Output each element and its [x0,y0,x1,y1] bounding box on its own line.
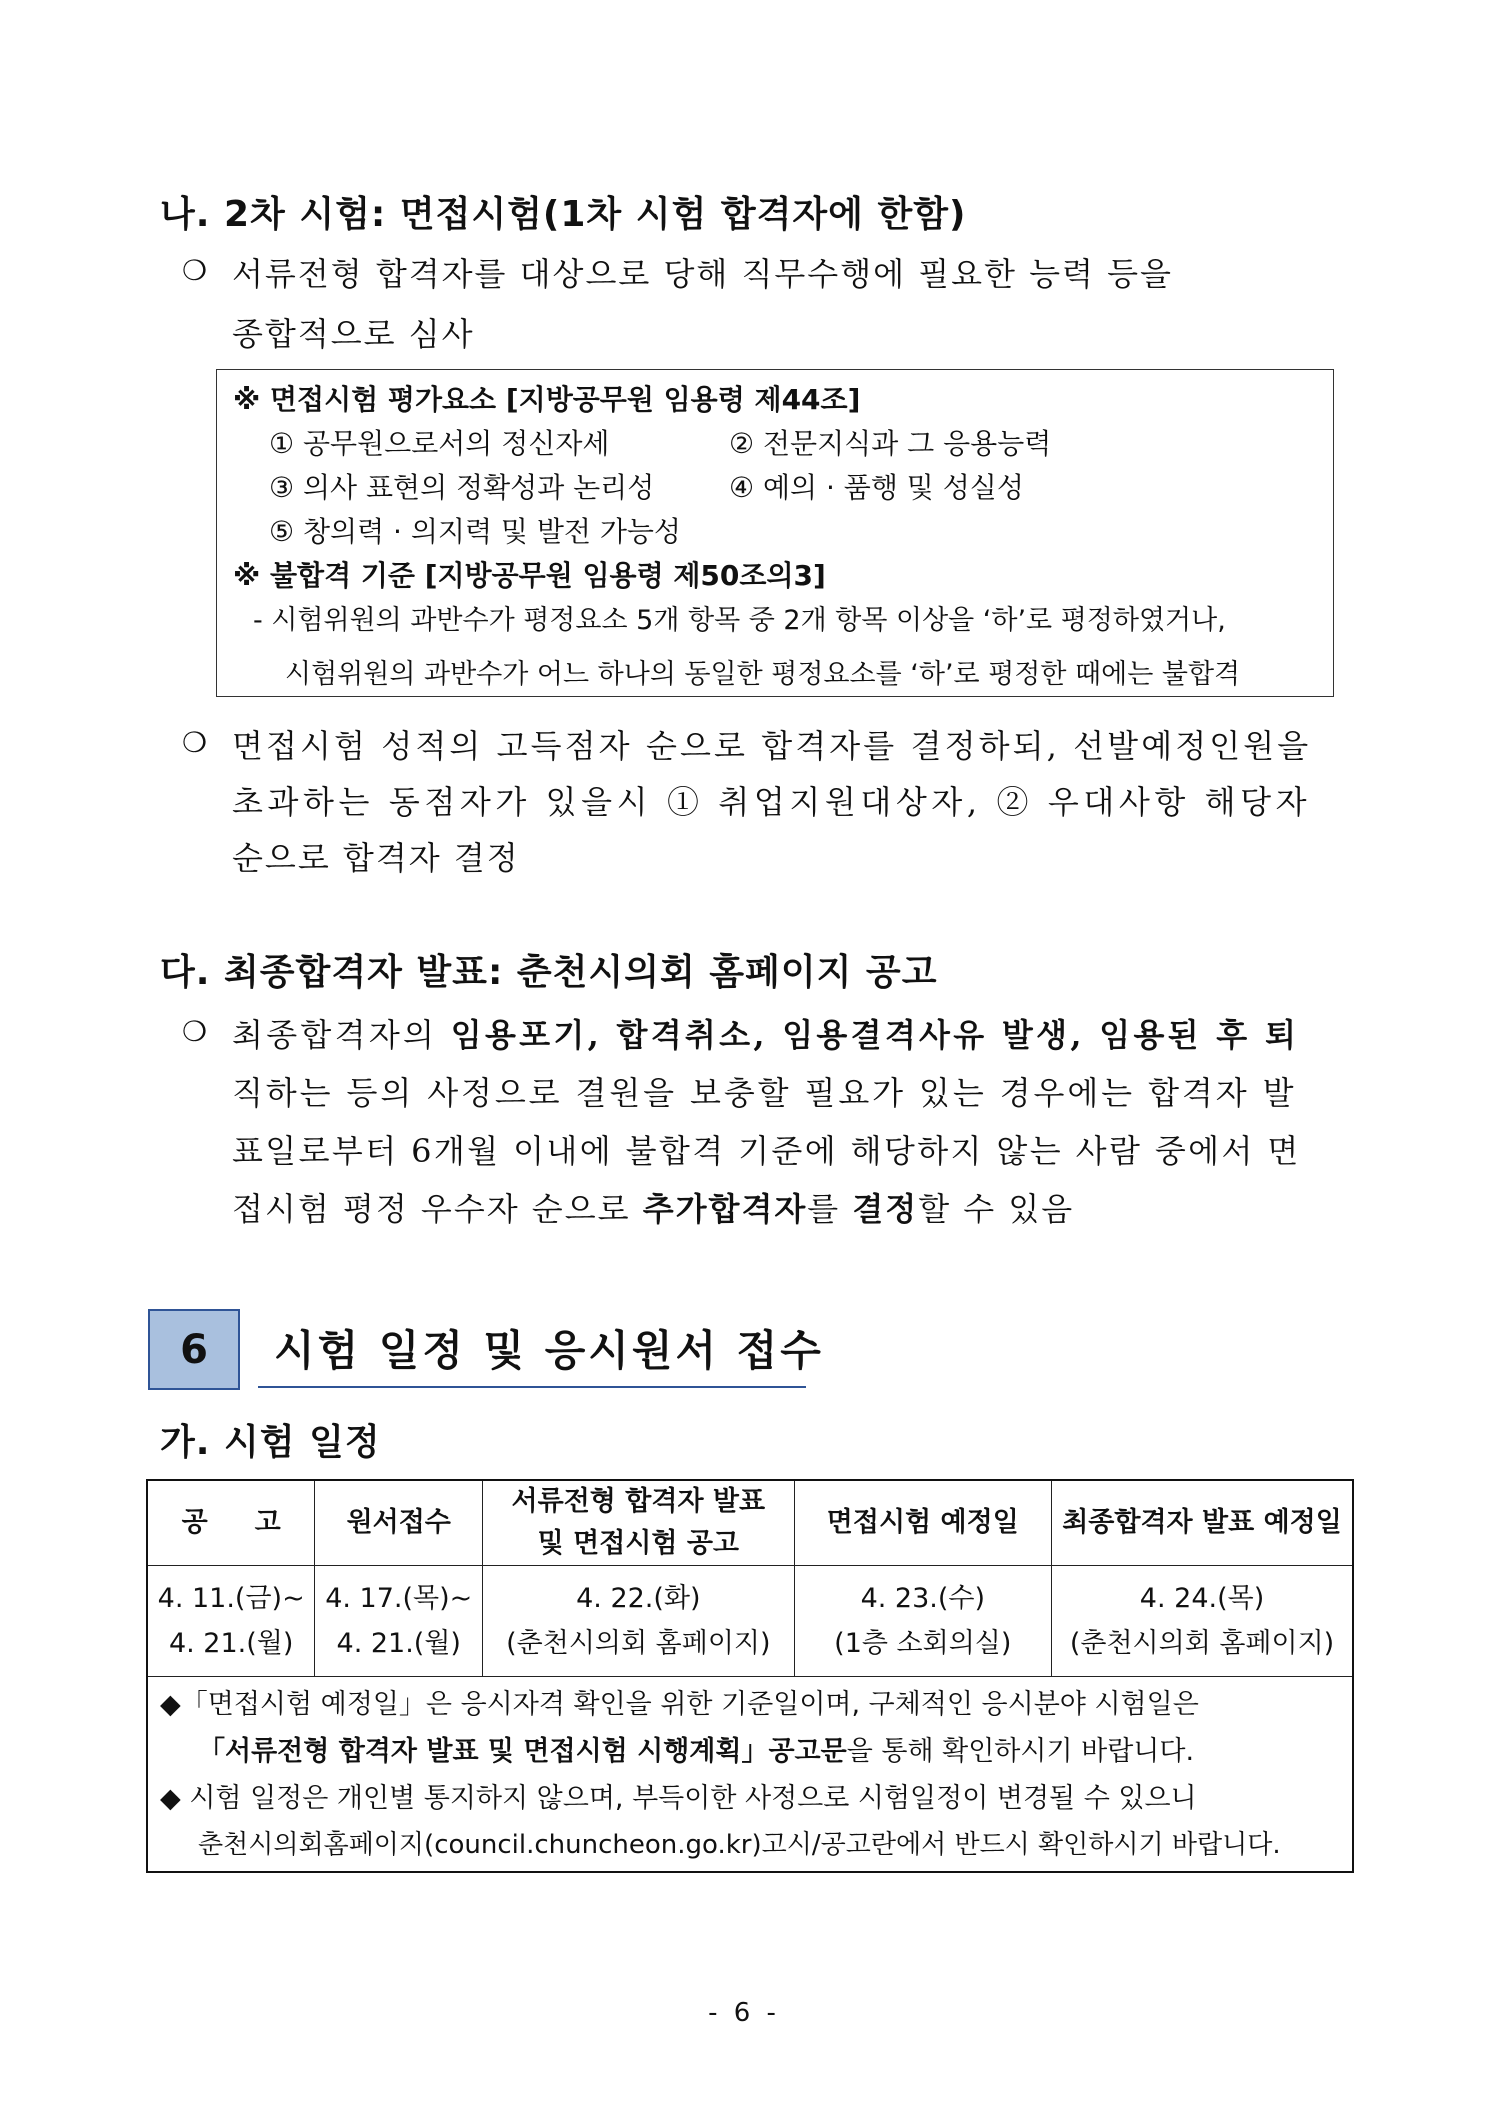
paragraph-line: 표일로부터 6개월 이내에 불합격 기준에 해당하지 않는 사람 중에서 면 [232,1132,1301,1170]
sub-heading-schedule: 가. 시험 일정 [160,1422,381,1463]
paragraph-line: 직하는 등의 사정으로 결원을 보충할 필요가 있는 경우에는 합격자 발 [232,1074,1297,1112]
bold-text-run: 임용포기, 합격취소, 임용결격사유 발생, 임용된 후 퇴 [450,1016,1300,1054]
bold-text-run: 「서류전형 합격자 발표 및 면접시험 시행계획」공고문 [198,1736,847,1767]
section-title-underline [258,1386,806,1388]
text-run: 할 수 있음 [918,1190,1075,1228]
header-notice: 공 고 [147,1480,315,1566]
cell-line: (춘천시의회 홈페이지) [506,1628,771,1659]
section-number-badge: 6 [148,1309,240,1390]
cell-line: 4. 11.(금)~ [157,1583,305,1614]
circle-bullet-icon: ❍ [182,254,208,287]
header-interview-date: 면접시험 예정일 [794,1480,1052,1566]
header-final-date: 최종합격자 발표 예정일 [1052,1480,1353,1566]
cell-line: 4. 21.(월) [336,1628,461,1659]
note-line: 춘천시의회홈페이지(council.chuncheon.go.kr)고시/공고란에서 반드시 확인하시기 바랍니다. [198,1830,1281,1860]
paragraph-line: 초과하는 동점자가 있을시 ① 취업지원대상자, ② 우대사항 해당자 [232,783,1312,821]
section-heading-final: 다. 최종합격자 발표: 춘천시의회 홈페이지 공고 [160,952,938,993]
cell-line: 4. 17.(목)~ [325,1583,473,1614]
cell-line: (1층 소회의실) [834,1628,1012,1659]
text-run: 을 통해 확인하시기 바랍니다. [846,1736,1195,1767]
header-line: 서류전형 합격자 발표 [511,1486,766,1517]
section-heading-interview: 나. 2차 시험: 면접시험(1차 시험 합격자에 한함) [160,194,967,235]
header-document-result [483,1480,794,1566]
box-heading-evaluation: ※ 면접시험 평가요소 [지방공무원 임용령 제44조] [233,383,861,416]
text-run: 접시험 평정 우수자 순으로 [232,1190,643,1228]
schedule-table [146,1479,1354,1873]
table-cell [794,1566,1052,1677]
header-application: 원서접수 [315,1480,483,1566]
cell-line: 4. 23.(수) [860,1583,985,1614]
evaluation-item: ③ 의사 표현의 정확성과 논리성 [269,471,655,504]
evaluation-item: ② 전문지식과 그 응용능력 [729,427,1052,460]
table-cell [315,1566,483,1677]
page-number: - 6 - [708,1998,780,2028]
table-cell [483,1566,794,1677]
fail-criteria-line: 시험위원의 과반수가 어느 하나의 동일한 평정요소를 ‘하’로 평정한 때에는 불합격 [285,659,1241,690]
cell-line: 4. 22.(화) [576,1583,701,1614]
cell-line: 4. 24.(목) [1139,1583,1265,1614]
paragraph-line: 면접시험 성적의 고득점자 순으로 합격자를 결정하되, 선발예정인원을 [232,727,1312,765]
table-header-row [147,1480,1353,1566]
table-cell [1052,1566,1353,1677]
table-notes-row [147,1677,1353,1873]
cell-line: 4. 21.(월) [168,1628,294,1659]
evaluation-item: ④ 예의 · 품행 및 성실성 [729,471,1024,504]
paragraph-line: 서류전형 합격자를 대상으로 당해 직무수행에 필요한 능력 등을 [232,255,1173,293]
note-line [160,1728,1352,1775]
box-heading-fail-criteria: ※ 불합격 기준 [지방공무원 임용령 제50조의3] [233,559,826,592]
bold-text-run: 추가합격자 [642,1190,808,1228]
cell-line: (춘천시의회 홈페이지) [1069,1628,1335,1659]
paragraph-line [232,1184,1074,1230]
evaluation-box [216,369,1334,697]
evaluation-item: ⑤ 창의력 · 의지력 및 발전 가능성 [269,515,681,548]
fail-criteria-line: - 시험위원의 과반수가 평정요소 5개 항목 중 2개 항목 이상을 ‘하’로 평정하였거나, [253,605,1226,636]
note-line: ◆ 시험 일정은 개인별 통지하지 않으며, 부득이한 사정으로 시험일정이 변경될 수 있으니 [160,1783,1197,1814]
paragraph-line [232,1010,1299,1056]
paragraph-line: 종합적으로 심사 [232,315,475,353]
text-run: 최종합격자의 [232,1016,451,1054]
bold-text-run: 결정 [852,1190,919,1228]
header-line: 및 면접시험 공고 [537,1528,740,1559]
table-cell [147,1566,315,1677]
text-run: 를 [807,1190,853,1228]
evaluation-item: ① 공무원으로서의 정신자세 [269,427,610,460]
paragraph-line: 순으로 합격자 결정 [232,839,520,877]
circle-bullet-icon: ❍ [182,726,208,759]
schedule-notes [147,1677,1353,1873]
circle-bullet-icon: ❍ [182,1015,208,1048]
table-row [147,1566,1353,1677]
section-title: 시험 일정 및 응시원서 접수 [274,1326,824,1375]
note-line: ◆「면접시험 예정일」은 응시자격 확인을 위한 기준일이며, 구체적인 응시분야 시험일은 [160,1689,1199,1720]
